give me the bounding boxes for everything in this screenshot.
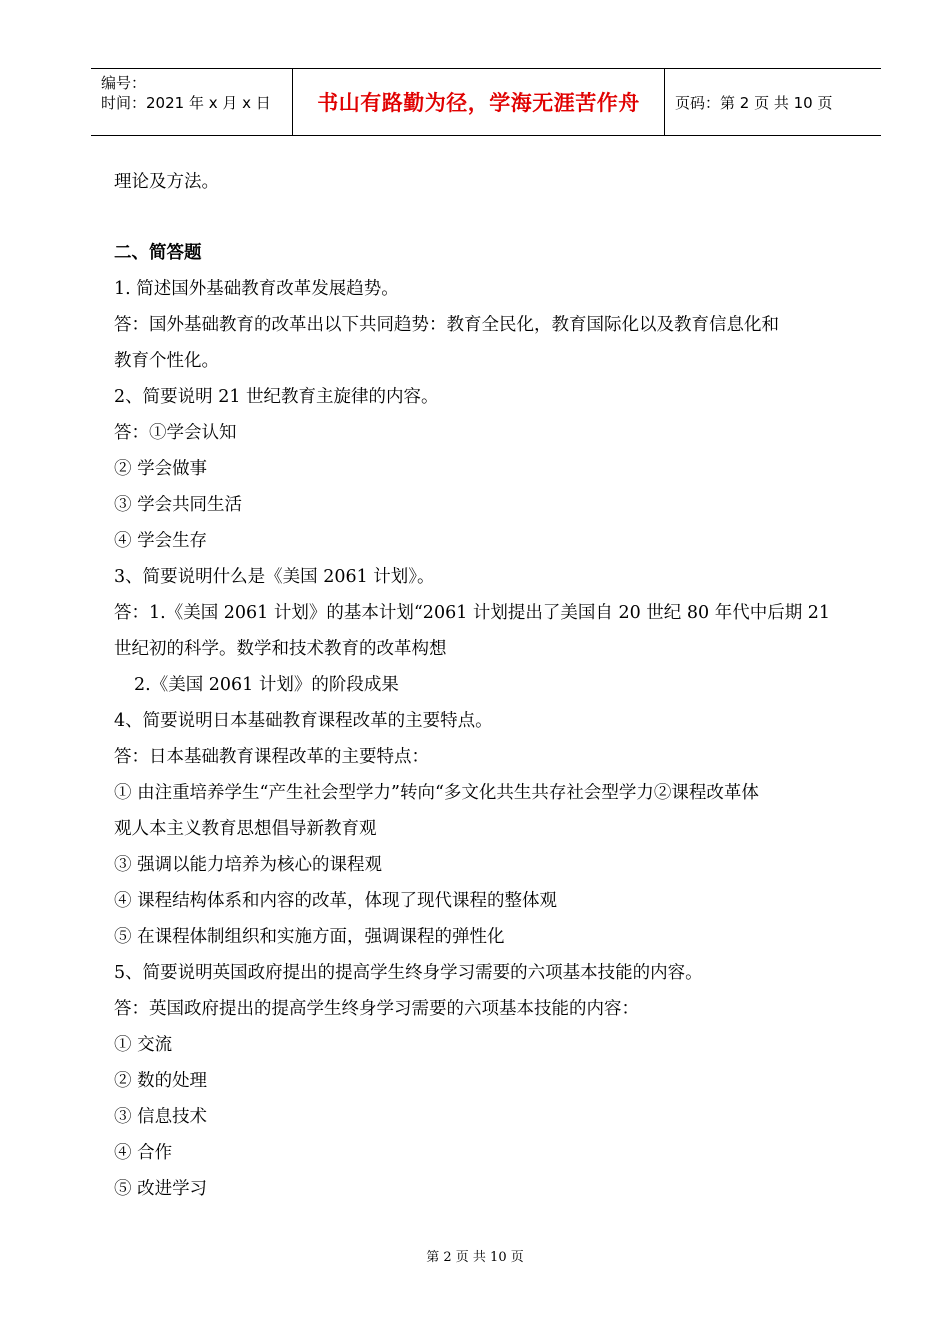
answer-2-item-1: 答：①学会认知	[114, 423, 237, 443]
section-heading: 二、简答题	[114, 243, 202, 263]
question-3: 3、简要说明什么是《美国 2061 计划》。	[114, 567, 435, 587]
question-5: 5、简要说明英国政府提出的提高学生终身学习需要的六项基本技能的内容。	[114, 963, 703, 983]
answer-5-item-2: ② 数的处理	[114, 1071, 208, 1091]
header-page-info: 页码：第 2 页 共 10 页	[675, 93, 833, 112]
answer-4-item-1: ① 由注重培养学生“产生社会型学力”转向“多文化共生共存社会型学力②课程改革体	[114, 783, 759, 803]
answer-3-line-3: 2.《美国 2061 计划》的阶段成果	[134, 675, 399, 695]
answer-4-item-5: ⑤ 在课程体制组织和实施方面，强调课程的弹性化	[114, 927, 505, 947]
answer-4-intro: 答：日本基础教育课程改革的主要特点：	[114, 747, 429, 767]
question-2: 2、简要说明 21 世纪教育主旋律的内容。	[114, 387, 439, 407]
document-number-label: 编号：	[101, 74, 147, 92]
document-time-label: 时间：2021 年 x 月 x 日	[101, 94, 271, 112]
answer-5-item-5: ⑤ 改进学习	[114, 1179, 208, 1199]
text-line: 理论及方法。	[114, 172, 219, 192]
answer-1-line-1: 答：国外基础教育的改革出以下共同趋势：教育全民化，教育国际化以及教育信息化和	[114, 315, 779, 335]
answer-4-item-3: ③ 强调以能力培养为核心的课程观	[114, 855, 383, 875]
answer-2-item-4: ④ 学会生存	[114, 531, 208, 551]
question-4: 4、简要说明日本基础教育课程改革的主要特点。	[114, 711, 493, 731]
document-body	[114, 164, 864, 1207]
answer-5-item-3: ③ 信息技术	[114, 1107, 208, 1127]
page-header	[91, 68, 881, 136]
header-meta	[101, 73, 271, 113]
spacer	[114, 200, 864, 235]
answer-3-line-1: 答：1.《美国 2061 计划》的基本计划“2061 计划提出了美国自 20 世纪 80 年代中后期 21	[114, 603, 831, 623]
answer-5-item-1: ① 交流	[114, 1035, 173, 1055]
footer-page-number: 第 2 页 共 10 页	[426, 1250, 524, 1265]
answer-1-line-2: 教育个性化。	[114, 351, 219, 371]
answer-5-item-4: ④ 合作	[114, 1143, 173, 1163]
answer-2-item-2: ② 学会做事	[114, 459, 208, 479]
answer-4-item-4: ④ 课程结构体系和内容的改革，体现了现代课程的整体观	[114, 891, 558, 911]
answer-4-item-1-cont: 观人本主义教育思想倡导新教育观	[114, 819, 377, 839]
page-footer	[0, 1246, 950, 1265]
question-1: 1. 简述国外基础教育改革发展趋势。	[114, 279, 399, 299]
answer-2-item-3: ③ 学会共同生活	[114, 495, 243, 515]
answer-5-intro: 答：英国政府提出的提高学生终身学习需要的六项基本技能的内容：	[114, 999, 639, 1019]
answer-3-line-2: 世纪初的科学。数学和技术教育的改革构想	[114, 639, 447, 659]
header-motto: 书山有路勤为径，学海无涯苦作舟	[292, 69, 665, 135]
